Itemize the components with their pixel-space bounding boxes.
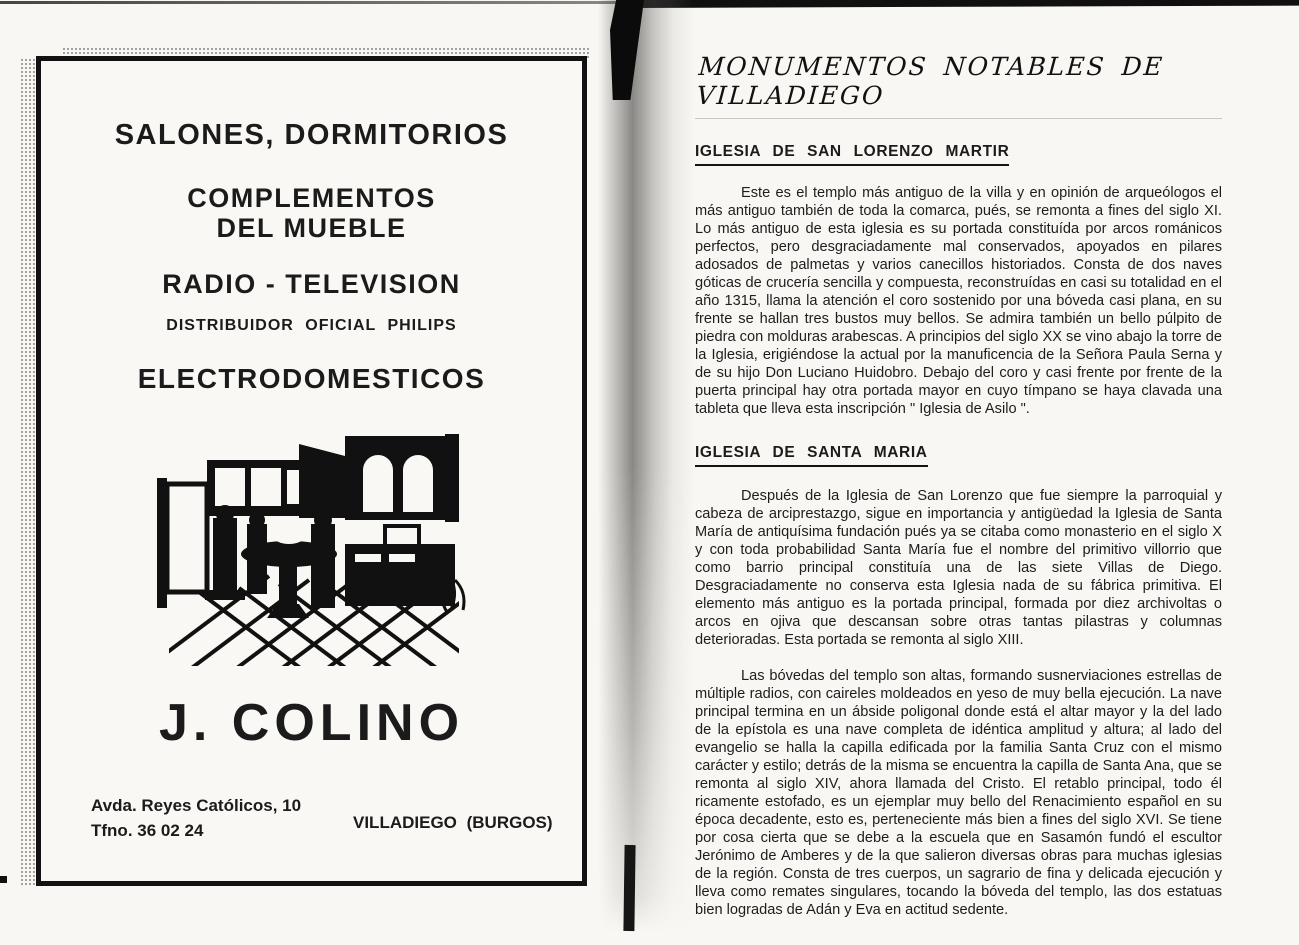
- ad-city: VILLADIEGO (BURGOS): [353, 813, 553, 832]
- ad-address: [91, 793, 301, 843]
- book-spine-shadow-bottom: [623, 845, 635, 931]
- paragraph-san-lorenzo: Este es el templo más antiguo de la villa y en opinión de arqueólogos el más antiguo también de toda la comarca, pués, se remonta a fines del siglo XI. Lo más antiguo de esta iglesia es su portada constituída por arcos románicos perfectos, pero desgraciadamente mal conservados, apoyados en pilares adosados de palmetas y varios canecillos historiados. Consta de dos naves góticas de crucería sencilla y compuesta, reconstruídas en casi su totalidad en el año 1315, llama la atención el coro sostenido por una bóveda casi plana, en su frente se hallan tres bustos muy bellos. Se admira también un bello púlpito de piedra con molduras arabescas. A principios del siglo XX se vino abajo la torre de la Iglesia, erigiéndose la actual por la manuficencia de la Señora Paula Serna y de su hijo Don Luciano Huidobro. Debajo del coro y casi frente por frente de la puerta principal hay otra portada mayor en cuyo tímpano se haya clavada una tableta que lleva esta inscripción " Iglesia de Asilo ".: [695, 185, 1222, 417]
- halftone-border-left: [20, 58, 35, 886]
- advertisement-frame: [36, 56, 587, 886]
- scan-edge-mark: [0, 876, 7, 883]
- paragraph-santa-maria-1: Después de la Iglesia de San Lorenzo que fue siempre la parroquial y cabeza de arciprestazgo, sigue en importancia y antigüedad la Iglesia de Santa María de antiquísima fundación pués ya se citaba como monasterio en el siglo X y con toda probabilidad Santa María fue el nombre del primitivo villorrio que como barrio principal constituía una de las siete Villas de Diego. Desgraciadamente no conserva esta Iglesia nada de su fábrica primitiva. El elemento más antiguo es la portada principal, formada por diez archivoltas o arcos en ojiva que descansan sobre otras tantas pilastras y columnas deterioradas. Esta portada se remonta al siglo XIII.: [695, 488, 1222, 648]
- ad-line-salones: SALONES, DORMITORIOS: [114, 119, 509, 151]
- ad-line-complementos: COMPLEMENTOS: [187, 183, 436, 213]
- ad-line-radio-tv: RADIO - TELEVISION: [162, 269, 461, 299]
- ad-brand-name: J. COLINO: [158, 694, 465, 752]
- section-heading-san-lorenzo: IGLESIA DE SAN LORENZO MARTIR: [695, 143, 1009, 166]
- ad-line-del-mueble: DEL MUEBLE: [216, 213, 407, 243]
- ad-address-phone: Tfno. 36 02 24: [91, 821, 204, 840]
- ad-line-electrodomesticos: ELECTRODOMESTICOS: [137, 363, 486, 394]
- page-title: MONUMENTOS NOTABLES DE VILLADIEGO: [695, 52, 1227, 119]
- paragraph-santa-maria-2: Las bóvedas del templo son altas, formando susnerviaciones estrellas de múltiple radios, con caireles moldeados en yeso de muy bella ejecución. La nave principal termina en un ábside poligonal donde está el altar mayor y la del lado de la epístola es una nave completa de idéntica amplitud y altura; al lado del evangelio se halla la capilla edificada por la familia Santa Cruz con el mismo carácter y estilo; detrás de la misma se encuentra la capilla de Santa Ana, que se remonta al siglo XIV, ahora llamada del Cristo. El retablo principal, todo él ricamente estofado, es un ejemplar muy bello del Renacimiento español en su época decadente, esto es, perteneciente más bien a fines del siglo XVI. Se tiene por cosa cierta que se debe a la escuela que en Sasamón fundó el escultor Jerónimo de Amberes y de la que salieron diversas obras para muchas iglesias de la región. Consta de tres cuerpos, un sagrario de fina y delicada ejecución y lleva como remates singulares, tocando la bóveda del templo, las dos estatuas bien logradas de Adán y Eva en actitud sedente.: [695, 668, 1222, 918]
- ad-line-distribuidor: DISTRIBUIDOR OFICIAL PHILIPS: [166, 317, 457, 334]
- scan-edge-top-right: [618, 0, 1299, 8]
- scan-edge-top-left: [0, 1, 618, 4]
- section-heading-santa-maria: IGLESIA DE SANTA MARIA: [695, 444, 928, 467]
- book-spine-shadow: [598, 0, 694, 932]
- ad-address-street: Avda. Reyes Católicos, 10: [91, 796, 302, 815]
- article-page: [695, 52, 1222, 919]
- furniture-photo: [149, 426, 479, 668]
